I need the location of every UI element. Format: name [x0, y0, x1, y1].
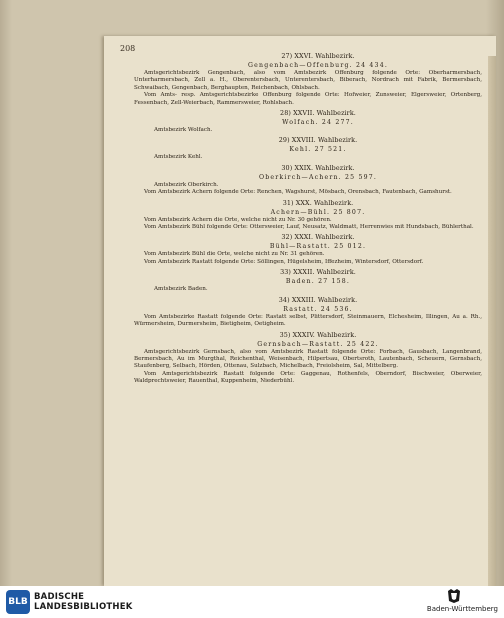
state-crest-icon — [446, 589, 462, 603]
district-heading: 34) XXXIII. Wahlbezirk. — [278, 295, 358, 304]
page-content — [134, 52, 482, 388]
election-district-section — [134, 109, 482, 134]
district-heading: 29) XXVIII. Wahlbezirk. — [278, 136, 358, 145]
district-paragraph: Vom Amtsbezirk Bühl folgende Orte: Ottersweier, Lauf, Neusatz, Waldmatt, Herrenwies mit Hundsbach, Bühlerthal. — [144, 224, 474, 231]
district-paragraph: Vom Amtsbezirke Rastatt folgende Orte: Rastatt selbst, Plittersdorf, Steinmauern, Elchesheim, Illingen, Au a. Rh., Würmersheim, Durmersheim, Bietigheim, Oetigheim. — [134, 313, 482, 328]
election-district-section — [134, 331, 482, 386]
district-paragraph: Amtsbezirk Baden. — [154, 286, 208, 293]
election-district-section — [134, 164, 482, 197]
election-district-section — [134, 136, 482, 161]
district-name: Bühl—Rastatt. 25 012. — [269, 243, 367, 251]
district-paragraph: Amtsgerichtsbezirk Gernsbach, also vom Amtsbezirk Rastatt folgende Orte: Forbach, Gausbach, Langenbrand, Bermersbach, Au im Murgthal, Reichenthal, Weisenbach, Hilpertsau, Obertsroth, Lautenbach, Scheuern, Gernsbach, Staufenberg, Selbach, Hörden, Ottenau, Sulzbach, Michelbach, Freiolsheim, Sal, Mittelberg. — [134, 348, 482, 370]
district-heading: 30) XXIX. Wahlbezirk. — [281, 163, 355, 172]
election-district-section — [134, 268, 482, 293]
state-name[interactable]: Baden-Württemberg — [426, 605, 498, 613]
district-paragraph: Amtsgerichtsbezirk Gengenbach, also vom Amtsbezirk Offenburg folgende Orte: Oberharmersbach, Unterharmersbach, Zell a. H., Oberentersbach, Unterentersbach, Biberach, Nordrach mit Fabrik, Bermersbach, Schwaibach, Gengenbach, Berghaupten, Reichenbach, Ohlsbach. — [134, 70, 482, 91]
district-paragraph: Vom Amtsbezirk Achern folgende Orte: Renchen, Wagshurst, Mösbach, Orensbach, Fautenbach, Gamshurst. — [144, 189, 452, 196]
district-heading: 35) XXXIV. Wahlbezirk. — [279, 330, 357, 339]
district-heading: 27) XXVI. Wahlbezirk. — [281, 52, 355, 60]
footer-bar — [0, 586, 504, 618]
district-name: Achern—Bühl. 25 807. — [270, 208, 366, 216]
library-name-line2: LANDESBIBLIOTHEK — [34, 602, 133, 612]
district-heading: 33) XXXII. Wahlbezirk. — [280, 268, 356, 277]
district-heading: 32) XXXI. Wahlbezirk. — [281, 233, 355, 242]
district-name: Rastatt. 24 536. — [283, 305, 353, 313]
district-name: Wolfach. 24 277. — [282, 119, 354, 127]
district-paragraph: Vom Amtsbezirk Rastatt folgende Orte: Söllingen, Hügelsheim, Iffezheim, Wintersdorf, Ottersdorf. — [144, 258, 424, 265]
district-paragraph: Vom Amtsgerichtsbezirk Rastatt folgende Orte: Gaggenau, Rothenfels, Oberndorf, Bischweier, Oberweier, Waldprechtsweier, Rauenthal, Kuppenheim, Niederbühl. — [134, 370, 482, 385]
election-district-section — [134, 199, 482, 232]
library-name-line1: BADISCHE — [34, 592, 85, 602]
page-edge — [488, 56, 496, 606]
election-district-section — [134, 296, 482, 329]
district-heading: 31) XXX. Wahlbezirk. — [282, 198, 354, 207]
district-paragraph: Vom Amtsbezirk Bühl die Orte, welche nicht zu Nr. 31 gehören. — [144, 251, 325, 258]
book-page — [104, 36, 496, 586]
blb-logo[interactable]: BLB — [6, 590, 30, 614]
district-paragraph: Vom Amts- resp. Amtsgerichtsbezirke Offenburg folgende Orte: Hofweier, Zunsweier, Elgersweier, Ortenberg, Fessenbach, Zell-Weierbach, Rammersweier, Rohlsbach. — [134, 92, 482, 106]
district-paragraph: Amtsbezirk Kehl. — [154, 154, 203, 161]
district-name: Oberkirch—Achern. 25 597. — [258, 173, 378, 181]
district-name: Gengenbach—Offenburg. 24 434. — [248, 62, 388, 69]
district-name: Gernsbach—Rastatt. 25 422. — [257, 340, 379, 348]
district-paragraph: Amtsbezirk Oberkirch. — [154, 181, 219, 188]
district-paragraph: Amtsbezirk Wolfach. — [154, 127, 213, 134]
page-number: 208 — [120, 44, 136, 53]
district-name: Baden. 27 158. — [285, 278, 351, 286]
district-heading: 28) XXVII. Wahlbezirk. — [280, 109, 356, 118]
district-paragraph: Vom Amtsbezirk Achern die Orte, welche nicht zu Nr. 30 gehören. — [144, 216, 332, 223]
library-name — [34, 592, 133, 612]
district-name: Kehl. 27 521. — [289, 146, 347, 154]
election-district-section — [134, 233, 482, 266]
election-district-section — [134, 52, 482, 107]
